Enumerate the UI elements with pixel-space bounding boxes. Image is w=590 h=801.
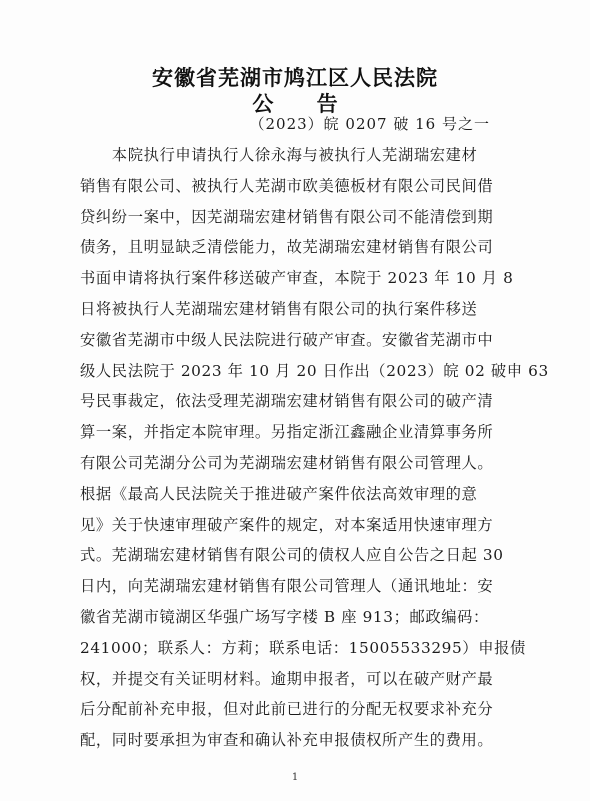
body-line: 债务，且明显缺乏清偿能力，故芜湖瑞宏建材销售有限公司 — [80, 238, 494, 257]
page-number: 1 — [291, 772, 299, 783]
body-line: 级人民法院于 2023 年 10 月 20 日作出（2023）皖 02 破申 63 — [80, 361, 549, 380]
body-line: 徽省芜湖市镜湖区华强广场写字楼 B 座 913；邮政编码： — [80, 607, 489, 626]
case-number: （2023）皖 0207 破 16 号之一 — [249, 115, 490, 133]
body-line: 权，并提交有关证明材料。逾期申报者，可以在破产财产最 — [80, 669, 494, 688]
body-line: 见》关于快速审理破产案件的规定，对本案适用快速审理方 — [80, 515, 494, 534]
body-line: 根据《最高人民法院关于推进破产案件依法高效审理的意 — [80, 484, 478, 503]
body-line: 日将被执行人芜湖瑞宏建材销售有限公司的执行案件移送 — [80, 299, 478, 318]
court-name-heading: 安徽省芜湖市鸠江区人民法院 — [152, 66, 438, 90]
body-line: 有限公司芜湖分公司为芜湖瑞宏建材销售有限公司管理人。 — [80, 453, 494, 472]
notice-body — [80, 140, 549, 756]
body-line: 日内，向芜湖瑞宏建材销售有限公司管理人（通讯地址：安 — [80, 577, 494, 596]
body-line: 式。芜湖瑞宏建材销售有限公司的债权人应自公告之日起 30 — [80, 546, 504, 565]
body-line: 算一案，并指定本院审理。另指定浙江鑫融企业清算事务所 — [80, 423, 494, 442]
body-line: 配，同时要承担为审查和确认补充申报债权所产生的费用。 — [80, 731, 494, 750]
body-line: 号民事裁定，依法受理芜湖瑞宏建材销售有限公司的破产清 — [80, 392, 494, 411]
body-line: 销售有限公司、被执行人芜湖市欧美德板材有限公司民间借 — [80, 176, 494, 195]
body-line: 安徽省芜湖市中级人民法院进行破产审查。安徽省芜湖市中 — [80, 330, 494, 349]
body-line: 后分配前补充申报，但对此前已进行的分配无权要求补充分 — [80, 700, 494, 719]
body-line: 书面申请将执行案件移送破产审查，本院于 2023 年 10 月 8 — [80, 269, 514, 288]
body-line: 贷纠纷一案中，因芜湖瑞宏建材销售有限公司不能清偿到期 — [80, 207, 494, 226]
notice-title: 公 告 — [252, 92, 356, 116]
body-line: 本院执行申请执行人徐永海与被执行人芜湖瑞宏建材 — [80, 146, 478, 164]
body-line: 241000；联系人：方莉；联系电话：15005533295）申报债 — [80, 638, 526, 657]
